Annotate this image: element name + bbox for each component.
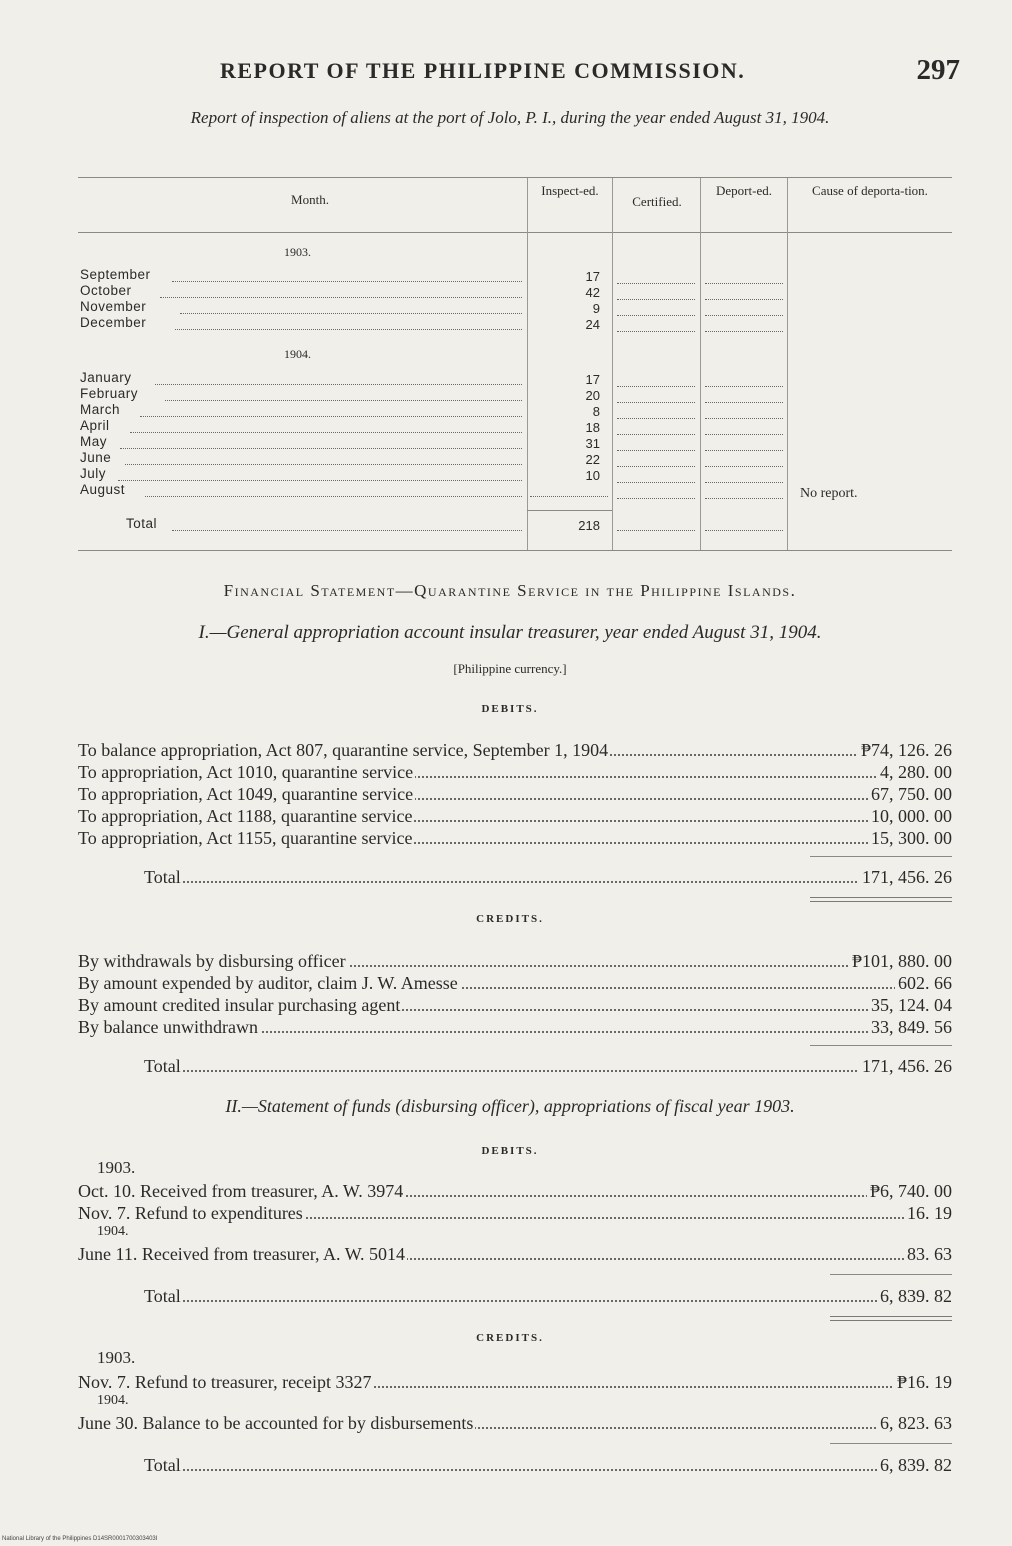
leader-dots xyxy=(160,297,522,298)
ledger-amount: 35, 124. 04 xyxy=(868,994,952,1016)
leader-dots xyxy=(617,402,695,403)
month-cell: July xyxy=(80,466,107,481)
section1-heading: I.—General appropriation account insular treasurer, year ended August 31, 1904. xyxy=(198,622,822,643)
ledger-label: By withdrawals by disbursing officer xyxy=(78,951,346,971)
ledger-amount: 83. 63 xyxy=(904,1243,952,1265)
inspected-cell: 18 xyxy=(585,420,600,435)
ledger-label xyxy=(78,1412,475,1434)
inspected-cell: 17 xyxy=(585,372,600,387)
total-line xyxy=(144,1285,952,1307)
inspected-cell: 22 xyxy=(585,452,600,467)
ledger-line xyxy=(78,761,952,783)
entry-label: Received from treasurer, A. W. 3974 xyxy=(140,1181,404,1201)
leader-dots xyxy=(617,466,695,467)
leader-dots xyxy=(130,432,522,433)
sum-rule xyxy=(830,1274,952,1275)
month-cell: September xyxy=(80,267,151,282)
debits-label: DEBITS. xyxy=(481,1145,539,1157)
ledger-line xyxy=(78,739,952,761)
entry-label: Refund to treasurer, receipt 3327 xyxy=(134,1372,372,1392)
sum-rule xyxy=(810,1045,952,1046)
ledger-line xyxy=(78,1180,952,1202)
ledger-label: To appropriation, Act 1010, quarantine service xyxy=(78,762,414,782)
total-amount: 171, 456. 26 xyxy=(859,866,952,888)
ledger-label: By amount credited insular purchasing agent xyxy=(78,995,401,1015)
leader-dots xyxy=(530,496,608,497)
section2-heading: II.—Statement of funds (disbursing officer), appropriations of fiscal year 1903. xyxy=(225,1096,795,1116)
ledger-amount: 33, 849. 56 xyxy=(868,1016,952,1038)
ledger-line xyxy=(78,1016,952,1038)
month-cell: February xyxy=(80,386,139,401)
double-rule xyxy=(810,897,952,902)
ledger-label: To appropriation, Act 1188, quarantine service xyxy=(78,806,413,826)
leader-dots xyxy=(617,434,695,435)
aliens-table-caption: Report of inspection of aliens at the port of Jolo, P. I., during the year ended August 31, 1904. xyxy=(190,108,830,127)
leader-dots xyxy=(155,384,522,385)
ledger-line xyxy=(78,805,952,827)
total-label: Total xyxy=(126,516,158,531)
ledger-label xyxy=(78,1202,305,1224)
inspected-cell: 17 xyxy=(585,269,600,284)
total-rule xyxy=(527,510,612,511)
leader-dots xyxy=(705,466,783,467)
ledger-line xyxy=(78,783,952,805)
debits-label: DEBITS. xyxy=(481,703,539,715)
leader-dots xyxy=(120,448,522,449)
credits-label: CREDITS. xyxy=(476,1332,544,1344)
leader-dots xyxy=(617,498,695,499)
month-cell: November xyxy=(80,299,147,314)
total-label: Total xyxy=(144,1056,181,1076)
year-label: 1903. xyxy=(284,245,311,259)
year-label: 1903. xyxy=(97,1158,136,1177)
entry-label: Received from treasurer, A. W. 5014 xyxy=(141,1244,406,1264)
ledger-label xyxy=(78,1371,374,1393)
total-amount: 171, 456. 26 xyxy=(859,1055,952,1077)
ledger-label xyxy=(78,1180,405,1202)
scan-footer: National Library of the Philippines D14SR0001700303403I xyxy=(2,1536,158,1542)
month-cell: May xyxy=(80,434,108,449)
leader-dots xyxy=(705,283,783,284)
ledger-amount: ₱16. 19 xyxy=(894,1371,952,1393)
month-cell: March xyxy=(80,402,121,417)
leader-dots xyxy=(175,329,522,330)
inspected-cell: 10 xyxy=(585,468,600,483)
leader-dots xyxy=(705,331,783,332)
total-line xyxy=(144,1055,952,1077)
entry-date: June 11. xyxy=(78,1244,138,1264)
total-label: Total xyxy=(144,1455,181,1475)
leader-dots xyxy=(180,313,522,314)
inspected-cell: 20 xyxy=(585,388,600,403)
sum-rule xyxy=(810,856,952,857)
financial-title: Financial Statement—Quarantine Service in the Philippine Islands. xyxy=(223,581,797,600)
total-label: Total xyxy=(144,867,181,887)
ledger-label: To appropriation, Act 1155, quarantine service xyxy=(78,828,413,848)
ledger-label xyxy=(78,1243,407,1265)
leader-dots xyxy=(705,418,783,419)
col-header-certified: Certified. xyxy=(632,194,682,209)
month-cell: August xyxy=(80,482,126,497)
leader-dots xyxy=(140,416,522,417)
year-label: 1903. xyxy=(97,1348,136,1367)
running-title: REPORT OF THE PHILIPPINE COMMISSION. xyxy=(220,58,746,83)
inspected-cell: 24 xyxy=(585,317,600,332)
ledger-amount: ₱74, 126. 26 xyxy=(858,739,952,761)
ledger-line xyxy=(78,994,952,1016)
total-amount: 6, 839. 82 xyxy=(877,1454,952,1476)
total-line xyxy=(144,866,952,888)
ledger-line xyxy=(78,1243,952,1265)
col-divider xyxy=(700,178,701,550)
leader-dots xyxy=(118,480,522,481)
ledger-line xyxy=(78,827,952,849)
page-number: 297 xyxy=(916,54,960,86)
col-header-cause: Cause of deporta-tion. xyxy=(812,183,928,198)
ledger-amount: 6, 823. 63 xyxy=(877,1412,952,1434)
leader-dots xyxy=(125,464,522,465)
leader-dots xyxy=(617,299,695,300)
ledger-line xyxy=(78,972,952,994)
ledger-amount: ₱6, 740. 00 xyxy=(867,1180,952,1202)
leader-dots xyxy=(617,450,695,451)
ledger-label: By amount expended by auditor, claim J. W. Amesse xyxy=(78,973,458,993)
leader-dots xyxy=(705,434,783,435)
leader-dots xyxy=(705,530,783,531)
month-cell: June xyxy=(80,450,112,465)
leader-dots xyxy=(617,482,695,483)
entry-date: Nov. 7. xyxy=(78,1203,131,1223)
sum-rule xyxy=(830,1443,952,1444)
leader-dots xyxy=(617,315,695,316)
leader-dots xyxy=(172,281,522,282)
leader-dots xyxy=(145,496,522,497)
col-header-month: Month. xyxy=(291,192,329,207)
month-cell: January xyxy=(80,370,132,385)
inspected-cell: 31 xyxy=(585,436,600,451)
ledger-line xyxy=(78,1202,952,1224)
year-label: 1904. xyxy=(97,1224,129,1239)
inspected-cell: 42 xyxy=(585,285,600,300)
col-divider xyxy=(787,178,788,550)
col-divider xyxy=(612,178,613,550)
entry-date: Nov. 7. xyxy=(78,1372,131,1392)
cause-cell: No report. xyxy=(800,486,858,501)
col-divider xyxy=(527,178,528,550)
credits-label: CREDITS. xyxy=(476,913,544,925)
leader-dots xyxy=(705,402,783,403)
entry-date: June 30. xyxy=(78,1413,138,1433)
leader-dots xyxy=(705,450,783,451)
table-bottom-rule xyxy=(78,550,952,551)
month-cell: October xyxy=(80,283,132,298)
total-amount: 6, 839. 82 xyxy=(877,1285,952,1307)
inspected-cell: 9 xyxy=(592,301,600,316)
ledger-label: To balance appropriation, Act 807, quarantine service, September 1, 1904 xyxy=(78,740,609,760)
leader-dots xyxy=(172,530,522,531)
leader-dots xyxy=(617,386,695,387)
col-header-inspected: Inspect-ed. xyxy=(541,183,599,198)
ledger-line xyxy=(78,1371,952,1393)
leader-dots xyxy=(617,283,695,284)
leader-dots xyxy=(617,530,695,531)
leader-dots xyxy=(617,331,695,332)
ledger-line xyxy=(78,1412,952,1434)
entry-label: Refund to expenditures xyxy=(134,1203,303,1223)
ledger-amount: ₱101, 880. 00 xyxy=(849,950,952,972)
leader-dots xyxy=(705,482,783,483)
leader-dots xyxy=(705,386,783,387)
ledger-amount: 4, 280. 00 xyxy=(877,761,952,783)
ledger-amount: 15, 300. 00 xyxy=(868,827,952,849)
ledger-amount: 602. 66 xyxy=(895,972,952,994)
total-label: Total xyxy=(144,1286,181,1306)
double-rule xyxy=(830,1316,952,1321)
table-top-rule xyxy=(78,177,952,178)
currency-note: [Philippine currency.] xyxy=(453,661,567,676)
leader-dots xyxy=(705,498,783,499)
leader-dots xyxy=(165,400,522,401)
entry-date: Oct. 10. xyxy=(78,1181,136,1201)
leader-dots xyxy=(705,315,783,316)
leader-dots xyxy=(617,418,695,419)
year-label: 1904. xyxy=(284,347,311,361)
ledger-amount: 67, 750. 00 xyxy=(868,783,952,805)
entry-label: Balance to be accounted for by disbursements xyxy=(142,1413,474,1433)
ledger-amount: 10, 000. 00 xyxy=(868,805,952,827)
month-cell: December xyxy=(80,315,147,330)
table-head-rule xyxy=(78,232,952,233)
ledger-amount: 16. 19 xyxy=(904,1202,952,1224)
total-line xyxy=(144,1454,952,1476)
ledger-line xyxy=(78,950,952,972)
total-inspected: 218 xyxy=(578,518,600,533)
year-label: 1904. xyxy=(97,1393,129,1408)
leader-dots xyxy=(705,299,783,300)
ledger-label: By balance unwithdrawn xyxy=(78,1017,258,1037)
col-header-deported: Deport-ed. xyxy=(716,183,772,198)
inspected-cell: 8 xyxy=(592,404,600,419)
month-cell: April xyxy=(80,418,110,433)
ledger-label: To appropriation, Act 1049, quarantine service xyxy=(78,784,414,804)
